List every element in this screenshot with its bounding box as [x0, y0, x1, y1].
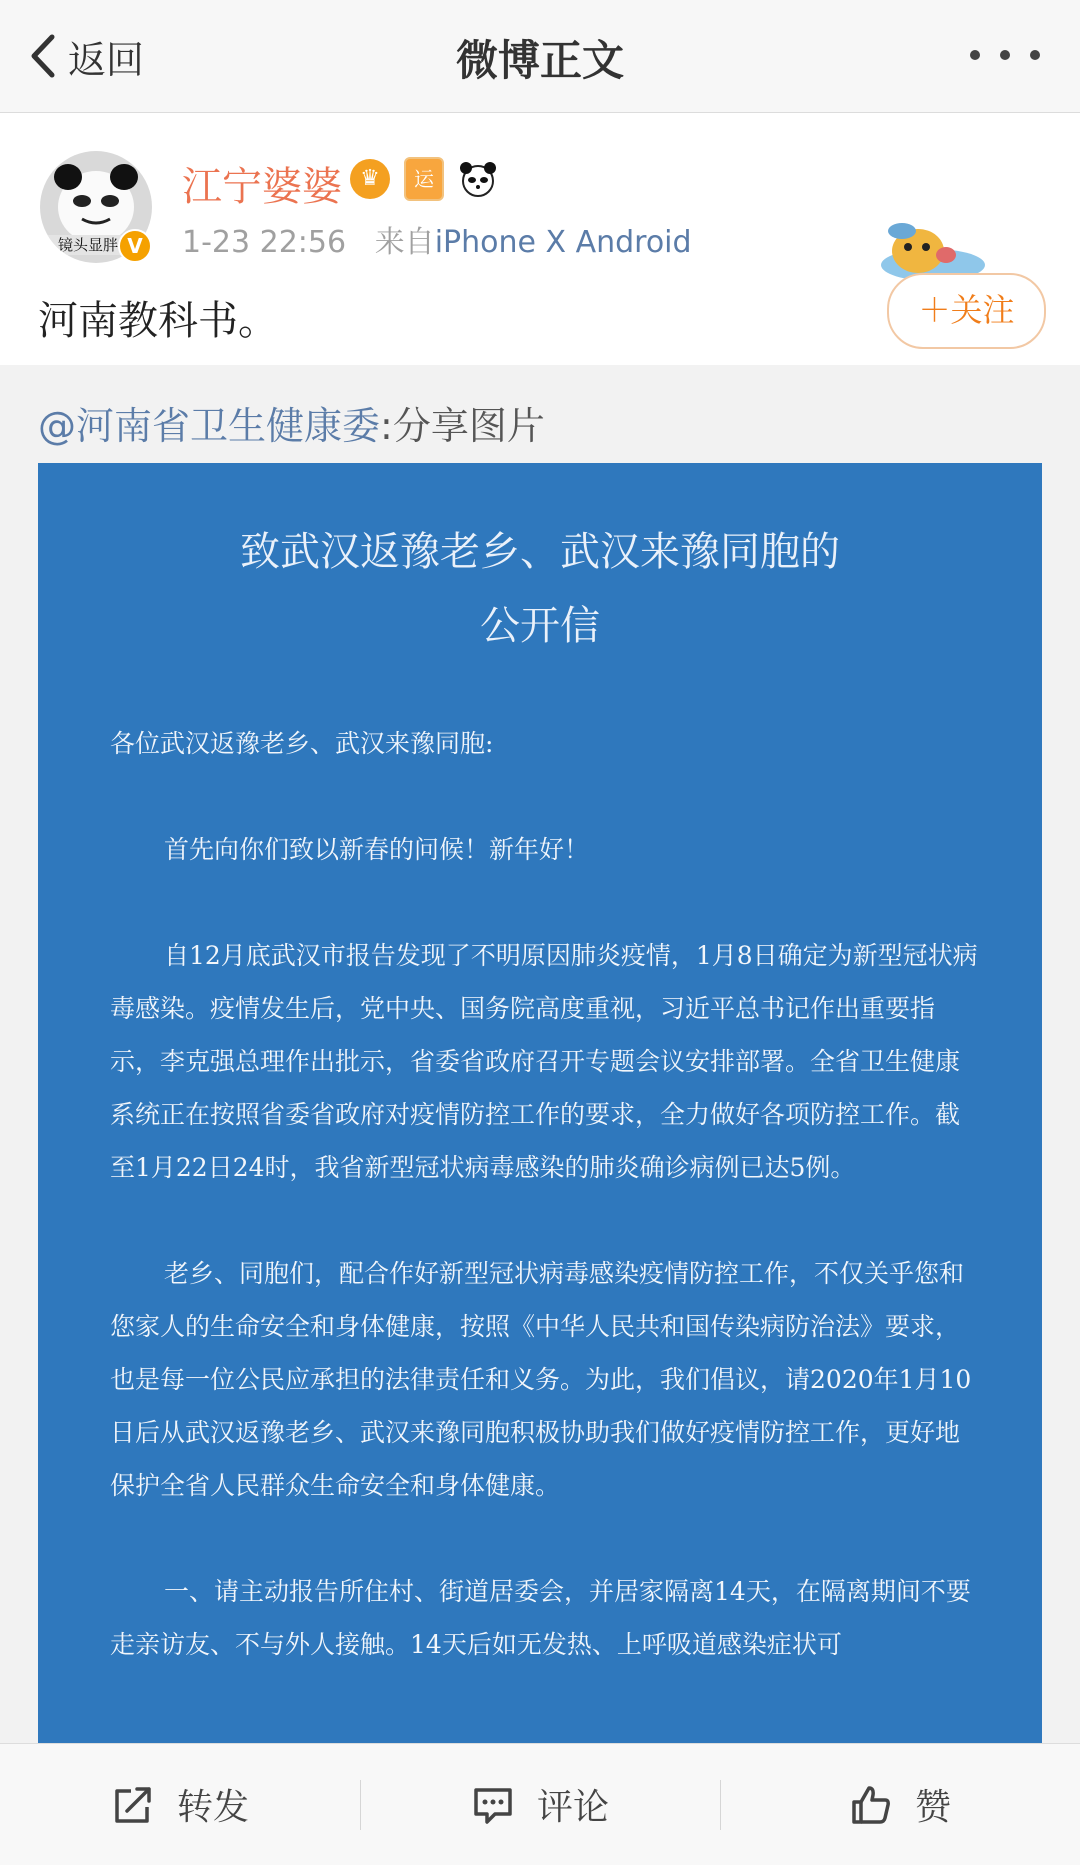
letter-title-line2: 公开信 — [480, 603, 600, 649]
comment-button[interactable] — [360, 1744, 720, 1865]
mention-link[interactable]: @河南省卫生健康委 — [38, 404, 381, 448]
like-label: 赞 — [914, 1787, 951, 1828]
user-badges — [350, 157, 498, 201]
letter-greeting: 各位武汉返豫老乡、武汉来豫同胞: — [110, 729, 494, 758]
repost-label: 转发 — [176, 1787, 249, 1828]
post-card — [0, 113, 1080, 365]
letter-paragraph: 老乡、同胞们，配合作好新型冠状病毒感染疫情防控工作，不仅关乎您和您家人的生命安全和身体健康，按照《中华人民共和国传染病防治法》要求，也是每一位公民应承担的法律责任和义务。为此，我们倡议，请2020年1月10日后从武汉返豫老乡、武汉来豫同胞积极协助我们做好疫情防控工作，更好地保护全省人民群众生命安全和身体健康。 — [110, 1259, 972, 1500]
like-button[interactable] — [720, 1744, 1080, 1865]
follow-button[interactable]: ＋关注 — [887, 273, 1046, 349]
repost-suffix: :分享图片 — [380, 404, 545, 448]
letter-paragraph: 首先向你们致以新春的问候！新年好！ — [164, 835, 590, 864]
repost-area[interactable] — [0, 365, 1080, 1743]
letter-title-line1: 致武汉返豫老乡、武汉来豫同胞的 — [240, 529, 840, 575]
username[interactable]: 江宁婆婆 — [182, 164, 342, 210]
share-arrow-icon — [111, 1783, 155, 1827]
post-meta — [182, 217, 692, 261]
comment-icon — [471, 1783, 515, 1827]
page-title: 微博正文 — [455, 36, 624, 85]
nav-bar — [0, 0, 1080, 113]
post-text: 河南教科书。 — [38, 298, 278, 344]
crown-badge-icon: ♛ — [350, 159, 390, 199]
shared-image[interactable] — [38, 463, 1042, 1743]
repost-button[interactable] — [0, 1744, 360, 1865]
verified-badge-icon: V — [118, 229, 152, 263]
letter-paragraph: 一、请主动报告所住村、街道居委会，并居家隔离14天，在隔离期间不要走亲访友、不与外人接触。14天后如无发热、上呼吸道感染症状可 — [110, 1577, 971, 1659]
repost-caption — [38, 395, 545, 450]
source-prefix: 来自 — [374, 225, 435, 260]
thumbs-up-icon — [849, 1783, 893, 1827]
letter-title — [38, 515, 1042, 663]
letter-paragraph: 自12月底武汉市报告发现了不明原因肺炎疫情，1月8日确定为新型冠状病毒感染。疫情发生后，党中央、国务院高度重视，习近平总书记作出重要指示，李克强总理作出批示，省委省政府召开专题会议安排部署。全省卫生健康系统正在按照省委省政府对疫情防控工作的要求，全力做好各项防控工作。截至1月22日24时，我省新型冠状病毒感染的肺炎确诊病例已达5例。 — [110, 941, 978, 1182]
yun-badge-icon: 运 — [404, 157, 444, 201]
action-toolbar — [0, 1743, 1080, 1865]
more-options-icon[interactable] — [970, 40, 1040, 70]
source-device: iPhone X Android — [434, 225, 692, 260]
letter-body — [110, 717, 978, 1724]
timestamp: 1-23 22:56 — [182, 225, 347, 260]
back-label: 返回 — [68, 37, 145, 82]
comment-label: 评论 — [536, 1787, 609, 1828]
avatar-caption: 镜头显胖 — [46, 235, 130, 255]
panda-badge-icon — [458, 159, 498, 199]
